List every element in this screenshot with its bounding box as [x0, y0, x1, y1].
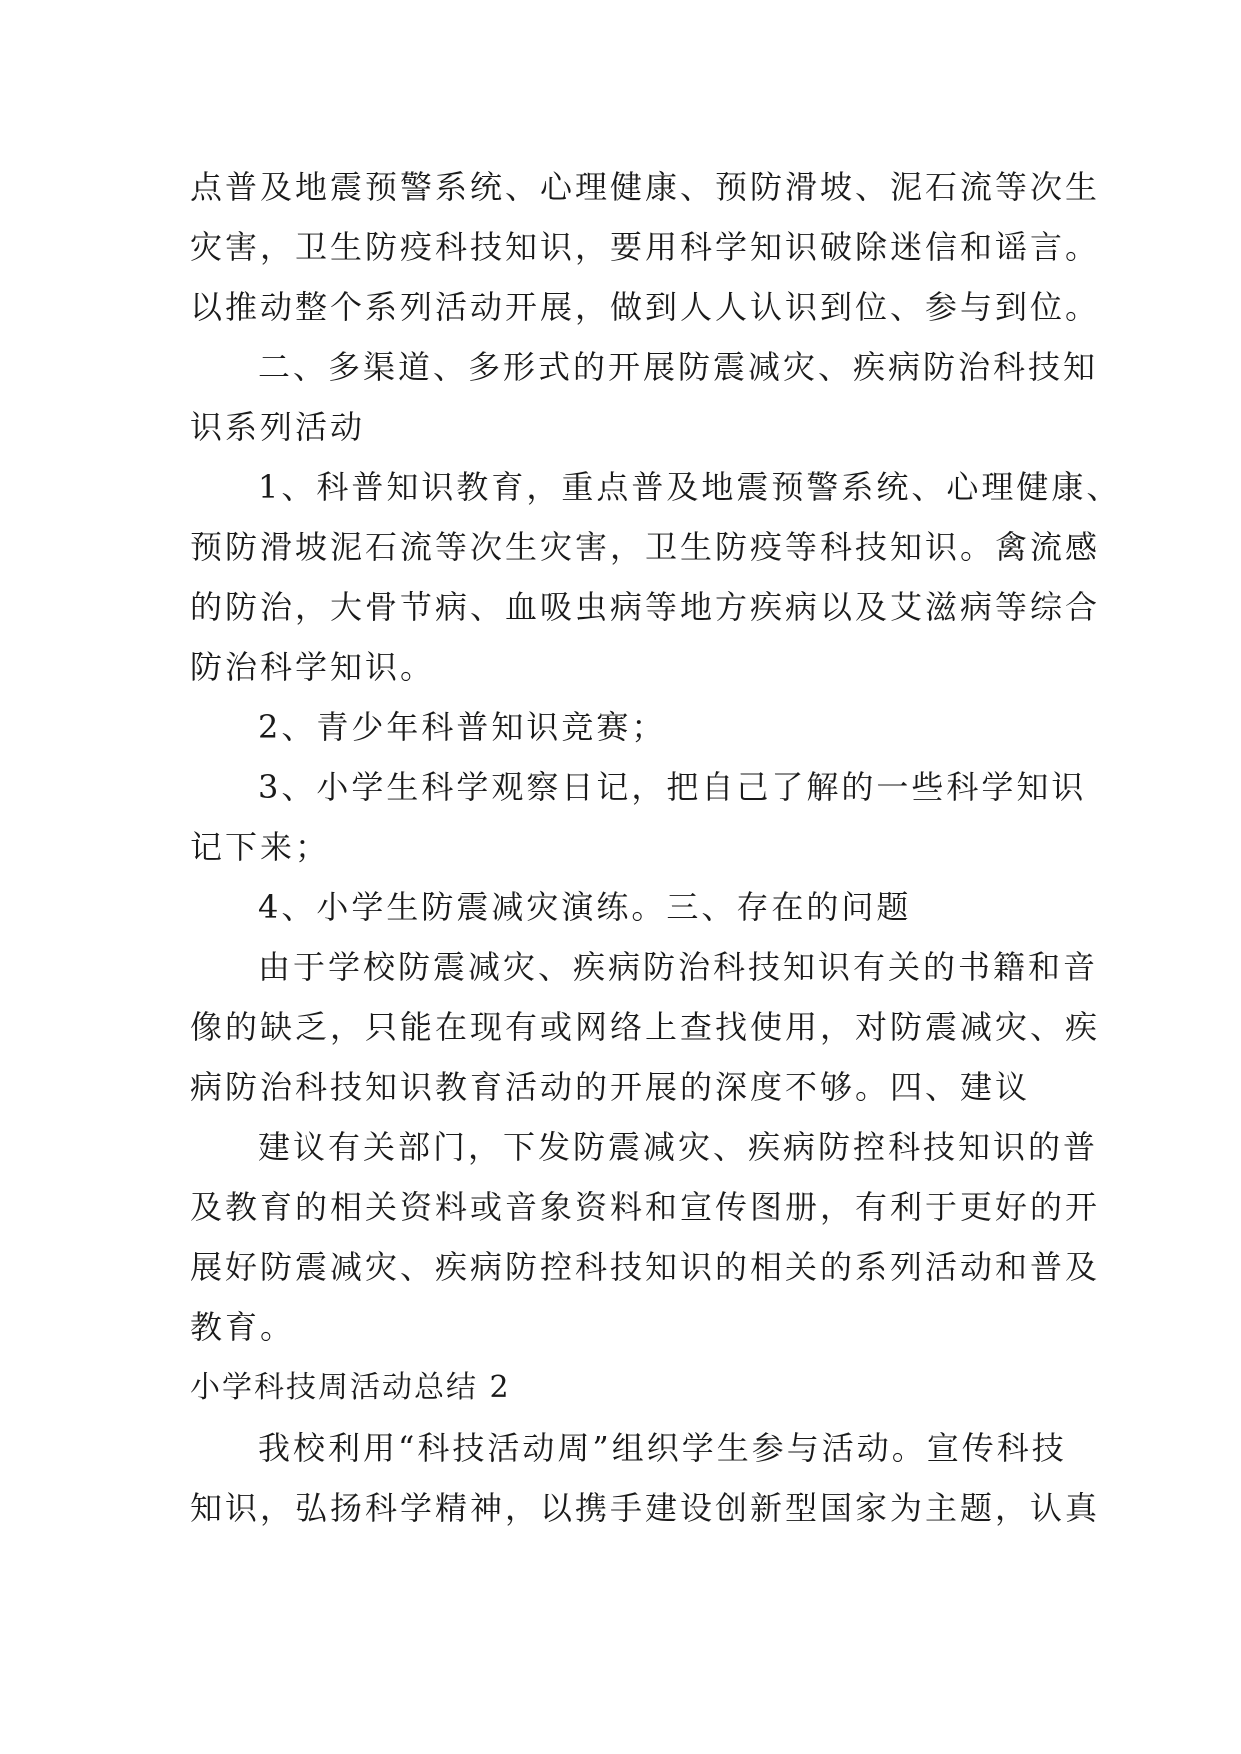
text-line: 记下来； — [190, 828, 331, 866]
text-line: 像的缺乏，只能在现有或网络上查找使用，对防震减灾、疾 — [190, 1008, 1101, 1046]
text-line: 灾害，卫生防疫科技知识，要用科学知识破除迷信和谣言。 — [190, 228, 1101, 266]
section-heading: 小学科技周活动总结 2 — [190, 1370, 511, 1405]
text-line: 4、小学生防震减灾演练。三、存在的问题 — [258, 888, 912, 926]
text-line: 3、小学生科学观察日记，把自己了解的一些科学知识 — [258, 768, 1087, 806]
text-line: 以推动整个系列活动开展，做到人人认识到位、参与到位。 — [190, 288, 1101, 326]
text-line: 识系列活动 — [190, 408, 366, 446]
text-line: 点普及地震预警系统、心理健康、预防滑坡、泥石流等次生 — [190, 168, 1101, 206]
text-line: 展好防震减灾、疾病防控科技知识的相关的系列活动和普及 — [190, 1248, 1101, 1286]
text-line: 教育。 — [190, 1308, 296, 1346]
text-line: 防治科学知识。 — [190, 648, 436, 686]
text-line: 知识，弘扬科学精神，以携手建设创新型国家为主题，认真 — [190, 1489, 1101, 1527]
body-text-top — [190, 157, 1122, 1357]
text-line: 的防治，大骨节病、血吸虫病等地方疾病以及艾滋病等综合 — [190, 588, 1101, 626]
text-line: 二、多渠道、多形式的开展防震减灾、疾病防治科技知 — [258, 348, 1099, 386]
text-line: 建议有关部门，下发防震减灾、疾病防控科技知识的普 — [258, 1128, 1099, 1166]
body-text-bottom — [190, 1418, 1101, 1538]
text-line: 及教育的相关资料或音象资料和宣传图册，有利于更好的开 — [190, 1188, 1101, 1226]
text-line: 由于学校防震减灾、疾病防治科技知识有关的书籍和音 — [258, 948, 1099, 986]
text-line: 预防滑坡泥石流等次生灾害，卫生防疫等科技知识。禽流感 — [190, 528, 1101, 566]
text-line: 我校利用“科技活动周”组织学生参与活动。宣传科技 — [258, 1429, 1067, 1467]
text-line: 病防治科技知识教育活动的开展的深度不够。四、建议 — [190, 1068, 1031, 1106]
text-line: 2、青少年科普知识竞赛； — [258, 708, 667, 746]
text-line: 1、科普知识教育，重点普及地震预警系统、心理健康、 — [258, 468, 1122, 506]
